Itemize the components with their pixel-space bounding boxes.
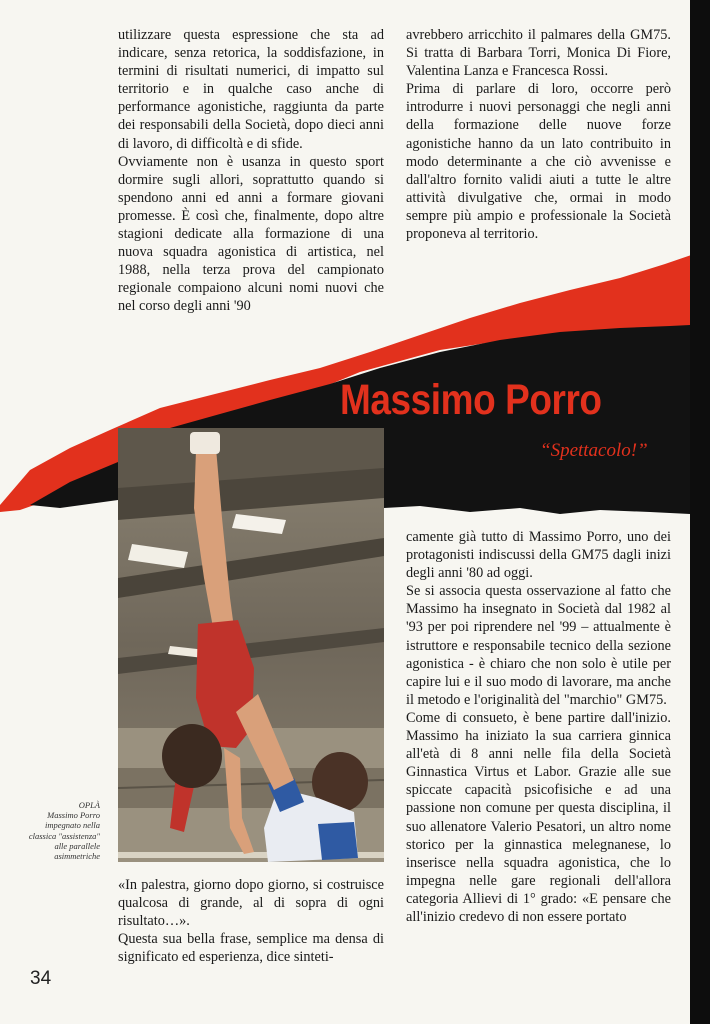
paragraph: Come di consueto, è bene partire dall'inizio. Massimo ha iniziato la sua carriera ginnica all'età di 8 anni nelle fila della Società Ginnastica Virtus et Labor. Grazie alle sue spiccate capacità psicofisiche e ad una passione non comune per questa disciplina, il suo allenatore Valerio Pesatori, un altro nome storico per la ginnastica melegnanese, lo inserisce nella squadra agonistica, che lo impegna nelle gare regionali dell'allora categoria Allievi di 1° grado: «E pensare che all'inizio credevo di non essere portato	[406, 709, 671, 925]
article-subtitle: “Spettacolo!”	[540, 440, 648, 461]
paragraph: «In palestra, giorno dopo giorno, si costruisce qualcosa di grande, al di sopra di ogni risultato…».	[118, 877, 384, 930]
paragraph: Ovviamente non è usanza in questo sport dormire sugli allori, soprattutto quando si spendono anni ed anni a formare giovani promesse. È così che, finalmente, dopo altre stagioni dedicate alla formazione di una nuova squadra agonistica di artistica, nel 1988, nella terza prova del campionato regionale compaiono alcuni nomi nuovi che nel corso degli anni '90	[118, 153, 384, 315]
paragraph: avrebbero arricchito il palmares della GM75. Si tratta di Barbara Torri, Monica Di Fiore, Valentina Lanza e Francesca Rossi.	[406, 27, 671, 80]
page-number: 34	[30, 968, 52, 989]
gymnastics-photo	[118, 428, 384, 862]
paragraph: camente già tutto di Massimo Porro, uno dei protagonisti indiscussi della GM75 dagli inizi degli anni '80 ad oggi.	[406, 529, 671, 582]
text-column-4	[118, 876, 384, 966]
text-column-1	[118, 26, 384, 316]
caption-line: asimmetriche	[54, 851, 100, 862]
caption-line: OPLÀ	[78, 800, 100, 810]
caption-line: impegnato nella	[44, 820, 100, 831]
photo-caption	[20, 800, 100, 861]
paragraph: Questa sua bella frase, semplice ma densa di significato ed esperienza, dice sinteti-	[118, 931, 384, 966]
paragraph: Se si associa questa osservazione al fatto che Massimo ha insegnato in Società dal 1982 al '93 per poi riprendere nel '99 – attualmente è istruttore e responsabile tecnico della sezione agonistica - è chiaro che non solo è utile per capire lui e il suo modo di lavorare, ma anche il metodo e l'originalità del "marchio" GM75.	[406, 583, 671, 708]
paragraph: Prima di parlare di loro, occorre però introdurre i nuovi personaggi che negli anni della formazione delle nuove forze agonistiche hanno da un lato contribuito in modo determinante a che ciò avvenisse e dall'altro fornito validi aiuti a tutte le altre attività divulgative che, ormai in modo sempre più ampio e professionale la Società proponeva al territorio.	[406, 81, 671, 243]
text-column-2	[406, 26, 671, 243]
caption-line: alle parallele	[54, 840, 100, 851]
page-edge-shadow	[690, 0, 710, 1024]
paragraph: utilizzare questa espressione che sta ad indicare, senza retorica, la soddisfazione, in termini di risultati numerici, di impatto sul territorio e in qualche caso anche di performance agonistiche, raggiunta da parte dei responsabili della Società, dopo dieci anni di lavoro, di difficoltà e di sfide.	[118, 27, 384, 152]
gymnast-head	[162, 724, 222, 788]
article-title: Massimo Porro	[340, 376, 602, 424]
caption-line: Massimo Porro	[47, 810, 100, 821]
caption-line: classica "assistenza"	[28, 830, 100, 841]
text-column-3	[406, 528, 671, 926]
